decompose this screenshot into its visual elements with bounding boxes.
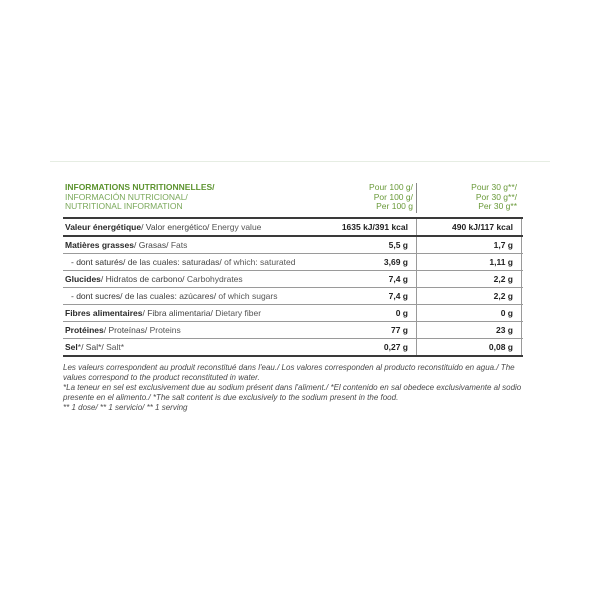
title-es: INFORMACIÓN NUTRICIONAL/ [65,191,188,202]
value-per-30g: 0,08 g [488,342,513,352]
value-per-30g: 2,2 g [493,291,513,301]
value-per-100g: 1635 kJ/391 kcal [341,222,408,232]
table-row-fiber: Fibres alimentaires/ Fibra alimentaria/ Dietary fiber 0 g 0 g [63,305,523,321]
title-en: NUTRITIONAL INFORMATION [65,201,183,211]
table-row-carbohydrates: Glucides/ Hidratos de carbono/ Carbohydrates 7,4 g 2,2 g [63,271,523,287]
footnote-reconstituted: Les valeurs correspondent au produit reconstitué dans l'eau./ Los valores corresponden al producto reconstituido en agua./ The values correspond to the product reconstituted in water. [63,363,515,382]
table-row-salt: Sel*/ Sal*/ Salt* 0,27 g 0,08 g [63,339,523,355]
value-per-100g: 0 g [395,308,408,318]
footnotes [63,363,533,413]
value-per-100g: 3,69 g [383,257,408,267]
value-per-30g: 23 g [495,325,513,335]
table-row-sugars: - dont sucres/ de las cuales: azúcares/ of which sugars 7,4 g 2,2 g [63,288,523,304]
table-header [63,180,523,217]
column-per-30g: Pour 30 g**/ Por 30 g**/ Per 30 g** [471,182,517,211]
footnote-serving: ** 1 dose/ ** 1 servicio/ ** 1 serving [63,403,188,412]
value-per-100g: 5,5 g [388,240,408,250]
value-per-100g: 0,27 g [383,342,408,352]
value-per-100g: 7,4 g [388,274,408,284]
header-divider [416,183,417,213]
footnote-salt: *La teneur en sel est exclusivement due au sodium présent dans l'aliment./ *El contenido en sal obedece exclusivamente al sodio presente en el alimento./ *The salt content is due exclusively to the sodium present in the food. [63,383,522,402]
table-row-saturated: - dont saturés/ de las cuales: saturadas/ of which: saturated 3,69 g 1,11 g [63,254,523,270]
value-per-100g: 77 g [390,325,408,335]
value-per-30g: 0 g [500,308,513,318]
header-titles [65,183,215,212]
bottom-rule [63,355,523,357]
value-per-30g: 2,2 g [493,274,513,284]
value-per-100g: 7,4 g [388,291,408,301]
top-divider [50,161,550,162]
value-per-30g: 490 kJ/117 kcal [452,222,513,232]
table-row-proteins: Protéines/ Proteínas/ Proteins 77 g 23 g [63,322,523,338]
table-row-fats: Matières grasses/ Grasas/ Fats 5,5 g 1,7 g [63,237,523,253]
column-per-100g: Pour 100 g/ Por 100 g/ Per 100 g [369,182,413,211]
value-per-30g: 1,11 g [489,257,513,267]
nutrition-table [63,180,523,413]
table-row-energy: Valeur énergétique/ Valor energético/ Energy value 1635 kJ/391 kcal 490 kJ/117 kcal [63,219,523,235]
value-per-30g: 1,7 g [493,240,513,250]
title-fr: INFORMATIONS NUTRITIONNELLES/ [65,182,215,192]
